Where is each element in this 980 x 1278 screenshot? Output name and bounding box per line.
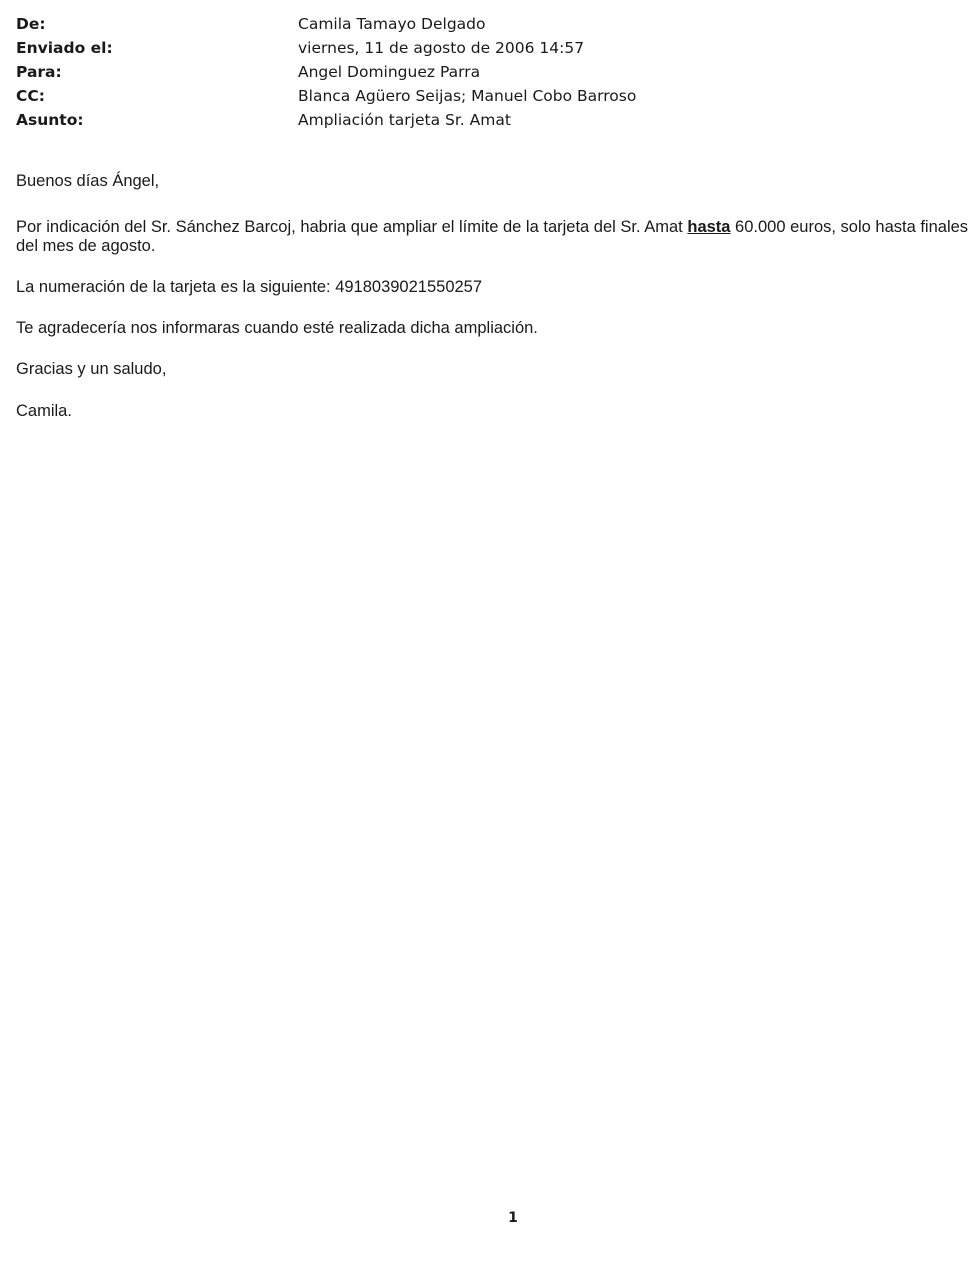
paragraph-thanks-request: Te agradecería nos informaras cuando esté realizada dicha ampliación. <box>16 319 538 337</box>
subject-label: Asunto: <box>16 111 84 129</box>
sent-row <box>16 36 636 60</box>
from-row <box>16 12 636 36</box>
request-text-start: Por indicación del Sr. Sánchez Barcoj, habria que ampliar el límite de la tarjeta del Sr. Amat <box>16 218 688 236</box>
to-value: Angel Dominguez Parra <box>298 63 481 81</box>
sent-value: viernes, 11 de agosto de 2006 14:57 <box>298 39 585 57</box>
to-label: Para: <box>16 63 62 81</box>
cc-value: Blanca Agüero Seijas; Manuel Cobo Barroso <box>298 87 637 105</box>
cc-row <box>16 84 636 108</box>
page-number: 1 <box>508 1210 518 1226</box>
signature: Camila. <box>16 402 72 420</box>
greeting: Buenos días Ángel, <box>16 172 160 190</box>
subject-row <box>16 108 636 132</box>
request-bold-word: hasta <box>687 218 731 236</box>
cc-label: CC: <box>16 87 45 105</box>
to-row <box>16 60 636 84</box>
paragraph-card-number: La numeración de la tarjeta es la siguiente: 4918039021550257 <box>16 278 483 296</box>
subject-value: Ampliación tarjeta Sr. Amat <box>298 111 511 129</box>
closing: Gracias y un saludo, <box>16 360 167 378</box>
from-label: De: <box>16 15 46 33</box>
request-text-end: 60.000 euros, solo hasta finales del mes de agosto. <box>16 218 969 255</box>
email-body <box>16 172 976 421</box>
email-header <box>16 12 636 132</box>
from-value: Camila Tamayo Delgado <box>298 15 486 33</box>
paragraph-request <box>16 218 976 256</box>
sent-label: Enviado el: <box>16 39 113 57</box>
